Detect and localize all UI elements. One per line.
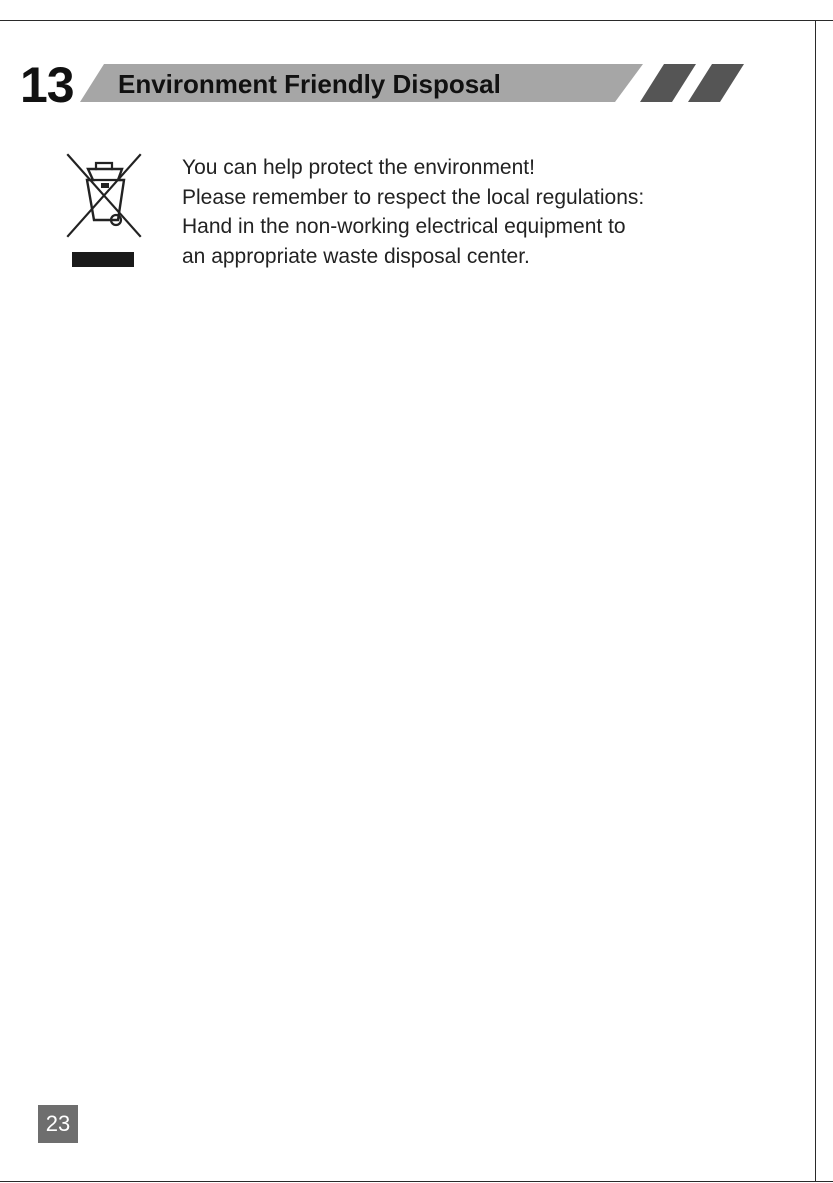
right-border-line	[815, 20, 816, 1182]
bottom-border-line	[0, 1181, 833, 1182]
page-number-badge: 23	[38, 1105, 78, 1143]
instruction-line-4: an appropriate waste disposal center.	[182, 244, 530, 268]
section-header-banner	[0, 0, 833, 120]
instruction-line-1: You can help protect the environment!	[182, 156, 535, 179]
section-title: Environment Friendly Disposal	[118, 69, 501, 99]
instruction-line-3: Hand in the non-working electrical equipment to	[182, 215, 626, 238]
disposal-instructions	[182, 153, 802, 271]
crossed-out-wheelie-bin-icon	[66, 152, 142, 270]
banner-stripe-1	[640, 64, 696, 102]
banner-stripe-2	[688, 64, 744, 102]
section-number: 13	[20, 57, 74, 113]
instruction-line-2: Please remember to respect the local regulations:	[182, 185, 645, 209]
